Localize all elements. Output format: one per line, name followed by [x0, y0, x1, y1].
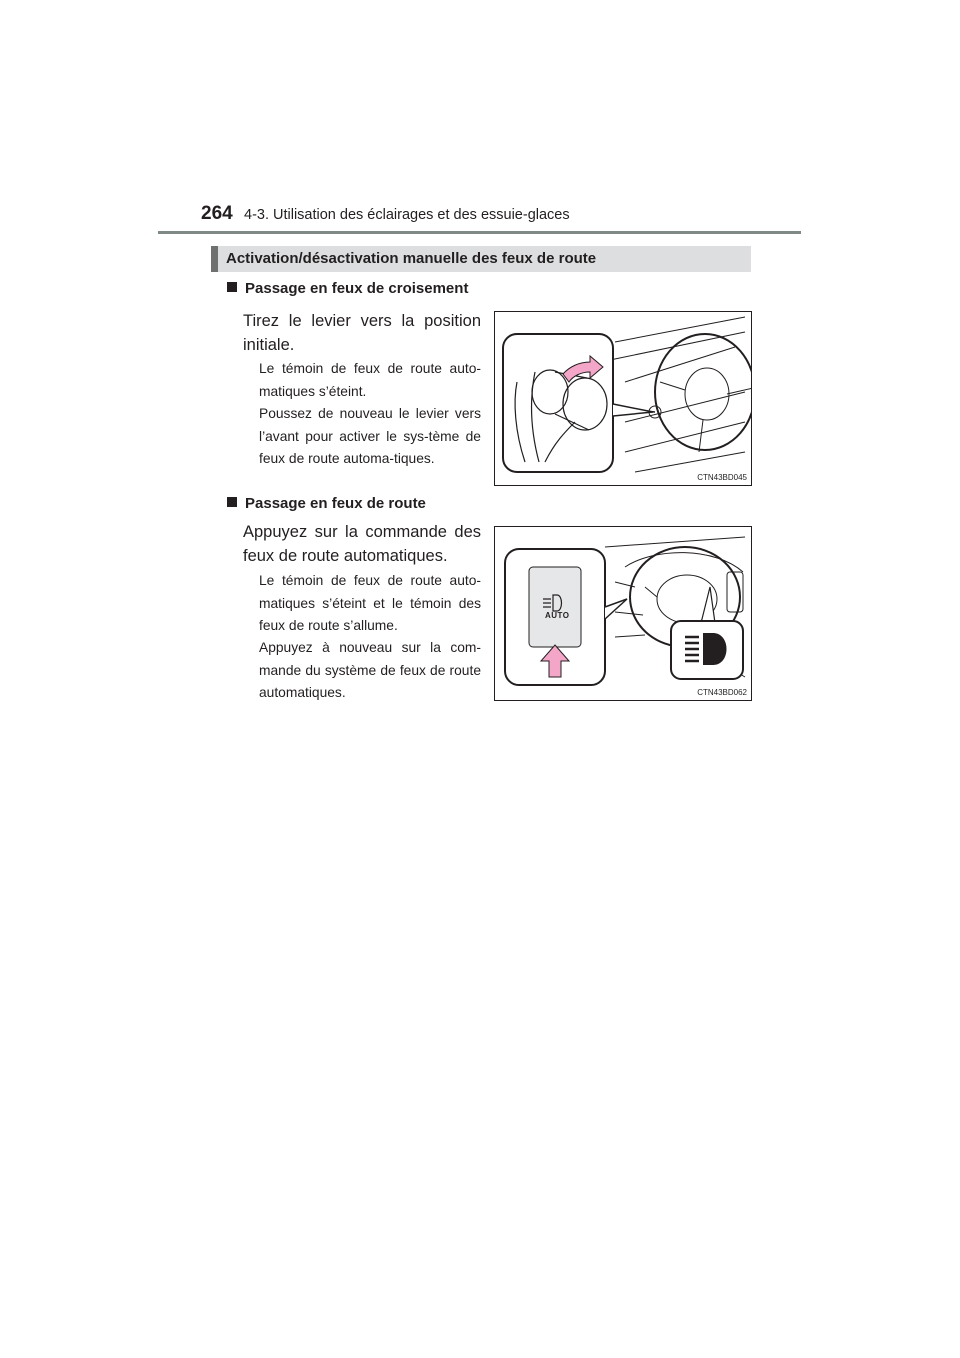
lever-illustration [495, 312, 751, 485]
page-number: 264 [201, 203, 233, 224]
section-title-bar [211, 246, 751, 272]
auto-button-label: AUTO [545, 611, 570, 620]
square-bullet-icon [227, 282, 237, 292]
instruction-low-beam: Tirez le levier vers la position initiale. [243, 312, 481, 354]
figure-auto-switch [494, 526, 752, 701]
figure-lever-pull [494, 311, 752, 486]
figure-code: CTN43BD045 [697, 473, 747, 482]
heading-low-beam [227, 280, 468, 297]
note-low-beam-2: Poussez de nouveau le levier vers l’avant pour activer le sys-tème de feux de route automa-tiques. [259, 406, 481, 466]
figure-code: CTN43BD062 [697, 688, 747, 697]
auto-switch-button [529, 567, 581, 647]
auto-switch-illustration [495, 527, 751, 700]
header-rule [158, 231, 801, 234]
section-bar-accent [211, 246, 218, 272]
square-bullet-icon [227, 497, 237, 507]
instruction-high-beam: Appuyez sur la commande des feux de route automatiques. [243, 523, 481, 565]
high-beam-indicator-icon [685, 633, 727, 665]
heading-high-beam [227, 495, 426, 512]
section-title: Activation/désactivation manuelle des feux de route [226, 250, 597, 267]
note-high-beam-1: Le témoin de feux de route auto-matiques s’éteint et le témoin des feux de route s’allume. [259, 573, 481, 633]
heading-low-beam-text: Passage en feux de croisement [245, 280, 469, 297]
heading-high-beam-text: Passage en feux de route [245, 495, 426, 512]
chapter-title: 4-3. Utilisation des éclairages et des essuie-glaces [244, 207, 570, 223]
note-low-beam-1: Le témoin de feux de route auto-matiques s’éteint. [259, 361, 481, 399]
note-high-beam-2: Appuyez à nouveau sur la com-mande du système de feux de route automatiques. [259, 640, 481, 700]
